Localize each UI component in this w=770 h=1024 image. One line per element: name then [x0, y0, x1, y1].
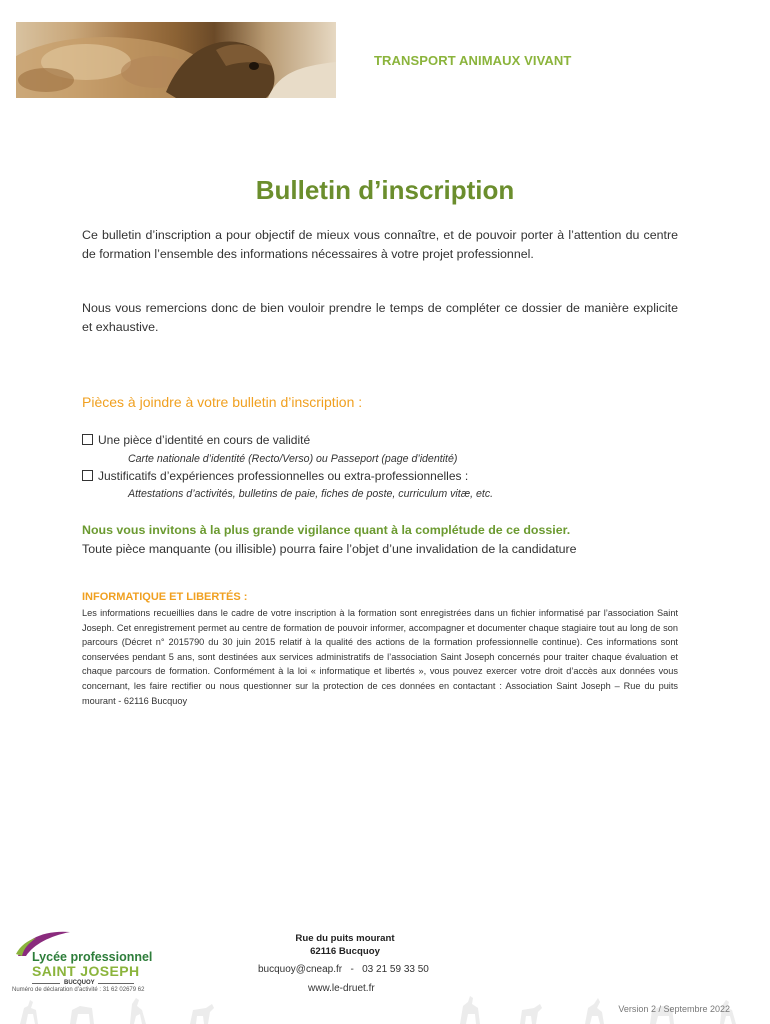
- footer-email[interactable]: bucquoy@cneap.fr: [258, 964, 343, 975]
- checkbox-icon[interactable]: [82, 434, 93, 445]
- footer-street: Rue du puits mourant: [295, 933, 395, 944]
- thanks-paragraph: Nous vous remercions donc de bien vouloir prendre le temps de compléter ce dossier de manière explicite et exhaustive.: [82, 301, 678, 334]
- privacy-heading: INFORMATIQUE ET LIBERTÉS :: [82, 591, 248, 603]
- logo-divider: [32, 983, 60, 984]
- attachments-heading: Pièces à joindre à votre bulletin d’inscription :: [82, 394, 363, 410]
- logo-line-bucquoy: BUCQUOY: [64, 980, 95, 986]
- checkbox-icon[interactable]: [82, 470, 93, 481]
- logo-declaration-number: Numéro de déclaration d’activité : 31 62 02679 62: [12, 987, 145, 993]
- document-title: Bulletin d’inscription: [255, 175, 515, 205]
- logo-divider: [98, 983, 134, 984]
- version-label: Version 2 / Septembre 2022: [618, 1004, 730, 1014]
- logo-line-lycee: Lycée professionnel: [32, 950, 153, 964]
- intro-paragraph: Ce bulletin d’inscription a pour objectif de mieux vous connaître, et de pouvoir porter à l’attention du centre de formation l’ensemble des informations nécessaires à votre projet professionnel.: [82, 228, 678, 261]
- checklist-item-label: Justificatifs d’expériences professionnelles ou extra-professionnelles :: [98, 469, 469, 483]
- vigilance-note: Nous vous invitons à la plus grande vigilance quant à la complétude de ce dossier.: [82, 523, 571, 537]
- checklist-item-experience[interactable]: [82, 469, 468, 483]
- footer-city: 62116 Bucquoy: [310, 946, 380, 957]
- privacy-text: Les informations recueillies dans le cadre de votre inscription à la formation sont enregistrées dans un fichier informatisé par l’association Saint Joseph. Cet enregistrement permet au centre de formation de pouvoir informer, accompagner et documenter chaque stagiaire tout au long de son parcours (Décret n° 2015790 du 30 juin 2015 relatif à la qualité des actions de la formation professionnelle continue). Ces informations sont conservées pendant 5 ans, sont destinées aux services administratifs de l’association Saint Joseph concernés pour traiter chaque évaluation et chaque parcours de formation. Conformément à la loi « informatique et libertés », vous pouvez exercer votre droit d’accès aux données vous concernant, les faire rectifier ou nous questionner sur la protection de ces données en contactant : Association Saint Joseph – Rue du puits mourant - 62116 Bucquoy: [82, 608, 678, 706]
- missing-documents-note: Toute pièce manquante (ou illisible) pourra faire l’objet d’une invalidation de la candidature: [82, 542, 577, 556]
- footer-website-link[interactable]: www.le-druet.fr: [308, 983, 375, 994]
- logo-line-saint-joseph: SAINT JOSEPH: [32, 963, 140, 979]
- checklist-item-label: Une pièce d’identité en cours de validité: [98, 433, 311, 447]
- header-title: TRANSPORT ANIMAUX VIVANT: [374, 53, 572, 68]
- checklist-item-detail: Attestations d’activités, bulletins de paie, fiches de poste, curriculum vitæ, etc.: [128, 488, 494, 500]
- checklist-item-identity[interactable]: [82, 433, 310, 447]
- school-logo: [12, 928, 162, 1000]
- footer-contact: [258, 964, 429, 975]
- checklist-item-detail: Carte nationale d’identité (Recto/Verso) ou Passeport (page d’identité): [128, 453, 458, 465]
- footer-separator: -: [350, 964, 354, 975]
- tortoise-banner-image: [16, 22, 336, 98]
- footer-phone[interactable]: 03 21 59 33 50: [362, 964, 429, 975]
